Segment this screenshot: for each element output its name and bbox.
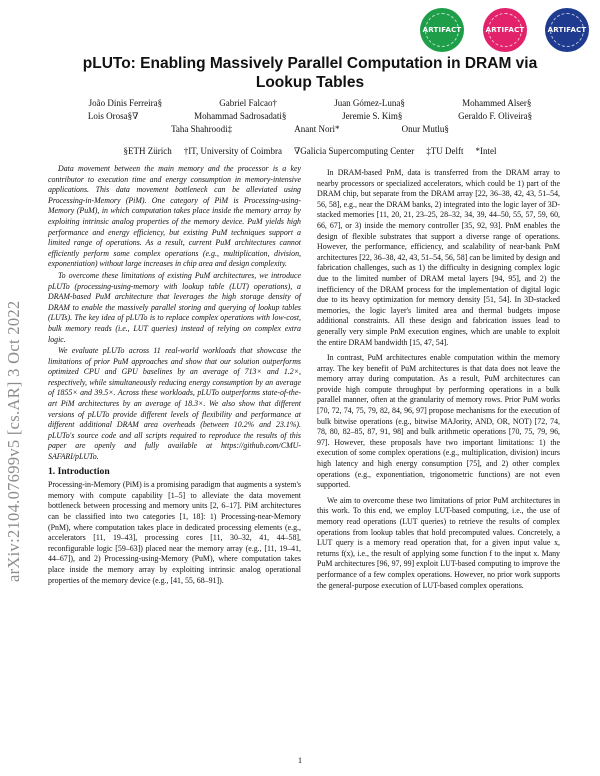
affiliation: †IT, University of Coimbra: [183, 146, 283, 156]
author: João Dinis Ferreira§: [88, 98, 163, 108]
author-row: [60, 123, 560, 136]
badge-label: ARTIFACT: [547, 26, 587, 34]
left-column: [48, 164, 301, 586]
badge-label: ARTIFACT: [485, 26, 525, 34]
artifact-badge-reproduced: [545, 8, 589, 52]
right-column: [317, 168, 560, 591]
affiliations: [60, 146, 560, 157]
author: Anant Nori*: [294, 124, 340, 134]
affiliation: §ETH Zürich: [123, 146, 172, 156]
author: Jeremie S. Kim§: [342, 111, 403, 121]
author: Juan Gómez-Luna§: [334, 98, 405, 108]
body-paragraph: In contrast, PuM architectures enable computation within the memory array. The key benefit of PuM architectures is that data does not leave the memory array during computation. As a result, PuM architectures can provide high compute throughput by performing operations in a bulk parallel manner, often at the granularity of memory rows. Prior PuM works [70, 72, 74, 75, 79, 82, 84, 96, 97] propose mechanisms for the execution of bulk bitwise operations (e.g., bitwise MAJority, AND, OR, NOT) [72, 74, 78, 80, 82–85, 87, 91, 98] and bulk arithmetic operations [70, 75, 79, 96, 97]. However, these proposals have two important limitations: 1) the execution of some complex operations (e.g., multiplication, division) incurs high latency and high energy consumption [75], and 2) other complex operations (e.g., exponentiation, trigonometric functions) are not even supported.: [317, 353, 560, 490]
body-paragraph: In DRAM-based PnM, data is transferred from the DRAM array to nearby processors or specialized accelerators, which could be 1) part of the DRAM chip, but separate from the DRAM array [22, 36–38, 42, 43, 51–54, 56, 58], e.g., near the DRAM banks, 2) integrated into the logic layer of 3D-stacked memories [11, 20, 21, 23–25, 28–32, 34, 39, 44–50, 55, 57, 59, 60, 66, 67], or 3) inside the memory controller [35, 92, 93]. PnM enables the design of flexible substrates that support a diverse range of operations. However, the performance, efficiency, and scalability of near-bank PnM architectures [22, 36–38, 42, 43, 51–54, 56, 58] can be limited by design and fabrication challenges, such as 1) the difficulty in designing complex logic due to the limited number of DRAM metal layers [94, 95], and 2) the inefficiency of the DRAM process for the implementation of digital logic due to its heavy optimization for memory density [51, 54]. In 3D-stacked memories, the logic layer's limited area and thermal budgets impose additional constraints. All these design and fabrication issues lead to generally very simple PnM execution engines, which are unable to exploit the entire DRAM bandwidth [15, 47, 54].: [317, 168, 560, 347]
abstract-paragraph: Data movement between the main memory and the processor is a key contributor to execution time and energy consumption in memory-intensive applications. This data movement bottleneck can be alleviated using Processing-in-Memory (PiM). One category of PiM is Processing-using-Memory (PuM), in which computation takes place inside the memory array by exploiting intrinsic analog properties of the memory device. PuM yields high performance and energy efficiency, but existing PuM techniques support a limited range of operations. As a result, current PuM architectures cannot efficiently perform some complex operations (e.g., multiplication, division, exponentiation) without large increases in chip area and design complexity.: [48, 164, 301, 269]
author: Taha Shahroodi‡: [171, 124, 233, 134]
body-paragraph: Processing-in-Memory (PiM) is a promising paradigm that augments a system's memory with compute capability [1–5] to alleviate the data movement bottleneck between processing and memory units [2, 6–17]. PiM architectures can be classified into two categories [1, 18]: 1) Processing-near-Memory (PnM), where computation takes place in dedicated processing elements (e.g., accelerators [11, 19–43], processing cores [11, 30–32, 41, 44–58], reconfigurable logic [59–63]) placed near the memory array (e.g., [11, 19–41, 44–67]), and 2) Processing-using-Memory (PuM), where computation takes place inside the memory array by exploiting intrinsic analog operational properties of the memory device (e.g., [41, 55, 68–91]).: [48, 480, 301, 585]
arxiv-identifier: arXiv:2104.07699v5 [cs.AR] 3 Oct 2022: [4, 300, 23, 582]
badge-label: ARTIFACT: [422, 26, 462, 34]
author: Mohammed Alser§: [462, 98, 532, 108]
affiliation: ‡TU Delft: [426, 146, 464, 156]
author-row: [60, 97, 560, 110]
author: Lois Orosa§∇: [87, 111, 139, 121]
paper-title: pLUTo: Enabling Massively Parallel Computation in DRAM via Lookup Tables: [82, 55, 538, 91]
abstract-paragraph: We evaluate pLUTo across 11 real-world workloads that showcase the limitations of prior PuM approaches and show that our solution outperforms optimized CPU and GPU baselines by an average of 713× and 1.2×, respectively, while simultaneously reducing energy consumption by an average of 1855× and 39.5×. Across these workloads, pLUTo outperforms state-of-the-art PiM architectures by an average of 18.3×. We also show that different versions of pLUTo provide different levels of flexibility and performance at different additional DRAM area overheads (between 10.2% and 23.1%). pLUTo's source code and all scripts required to reproduce the results of this paper are openly and fully available at https://github.com/CMU-SAFARI/pLUTo.: [48, 346, 301, 462]
author: Mohammad Sadrosadati§: [194, 111, 287, 121]
page-number: 1: [297, 755, 303, 765]
affiliation: *Intel: [475, 146, 497, 156]
artifact-badge-available: [420, 8, 464, 52]
affiliation: ∇Galicia Supercomputing Center: [294, 146, 415, 156]
section-heading: 1. Introduction: [48, 465, 110, 477]
body-paragraph: We aim to overcome these two limitations of prior PuM architectures in this work. To this end, we employ LUT-based computing, i.e., the use of memory read operations (LUT queries) to retrieve the results of complex operations from lookup tables that hold precomputed values. Concretely, a LUT query is a memory read operation that, for a given input value x, returns f(x), i.e., the result of applying some function f to the input x. Many PuM architectures [96, 97, 99] exploit LUT-based computing to improve the performance of a few complex operations. However, no prior work supports the general-purpose execution of LUT-based complex operations.: [317, 495, 560, 590]
author-row: [60, 110, 560, 123]
author: Onur Mutlu§: [401, 124, 449, 134]
author: Gabriel Falcao†: [219, 98, 277, 108]
author-list: [60, 97, 560, 136]
artifact-badge-functional: [483, 8, 527, 52]
abstract-paragraph: To overcome these limitations of existing PuM architectures, we introduce pLUTo (processing-using-memory with lookup table (LUT) operations), a DRAM-based PuM architecture that leverages the high storage density of DRAM to enable the massively parallel storing and querying of lookup tables (LUTs). The key idea of pLUTo is to replace complex operations with low-cost, bulk memory reads (i.e., LUT queries) instead of relying on complex extra logic.: [48, 270, 301, 344]
author: Geraldo F. Oliveira§: [458, 111, 533, 121]
